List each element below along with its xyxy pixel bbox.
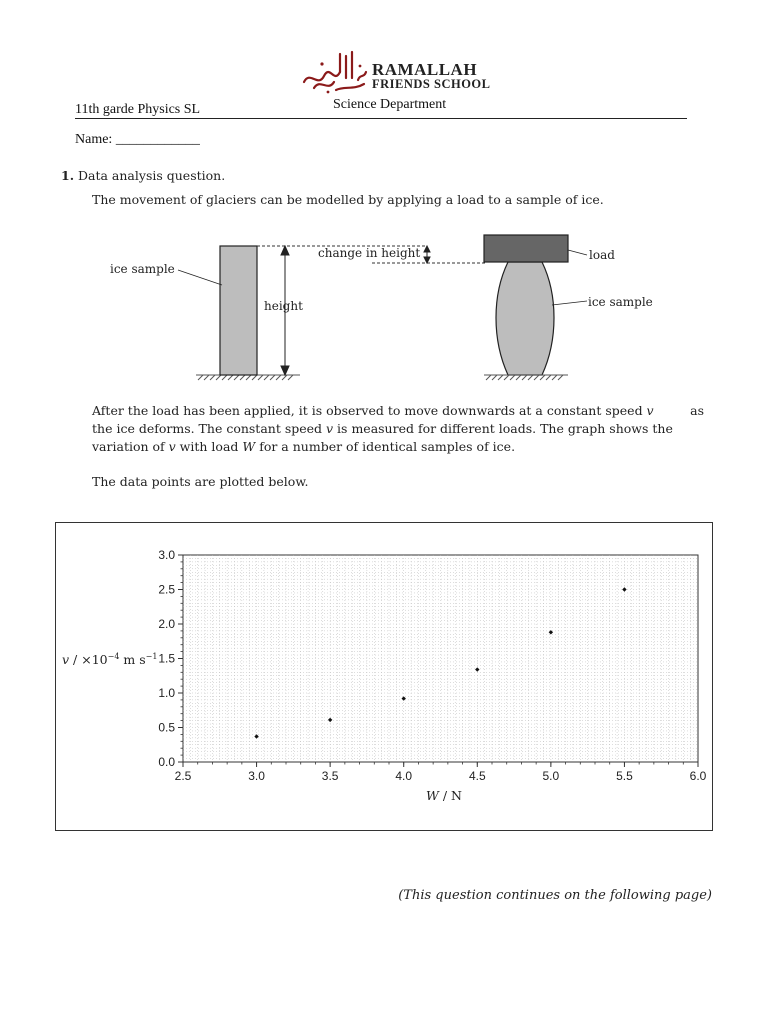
paragraph-line-1 — [92, 402, 704, 420]
var-v: v — [646, 403, 654, 418]
school-name-line2: FRIENDS SCHOOL — [372, 77, 491, 91]
x-tick-label: 5.0 — [542, 769, 560, 783]
question-paragraph — [92, 402, 704, 456]
label-ice-sample-right: ice sample — [588, 295, 653, 309]
y-tick-label: 3.0 — [158, 548, 175, 562]
school-logo — [300, 48, 500, 98]
header-rule — [75, 118, 687, 119]
left-ground — [196, 375, 300, 380]
question-intro: The movement of glaciers can be modelled by applying a load to a sample of ice. — [92, 192, 604, 207]
paragraph-line-3: variation of v with load W for a number of identical samples of ice. — [92, 439, 516, 454]
y-axis-label: $v / \times 10^{-4}$ m $s^{-1}$ — [62, 652, 158, 668]
label-ice-sample-left: ice sample — [110, 262, 175, 276]
y-tick-label: 0.5 — [158, 720, 175, 735]
question-title: Data analysis question. — [78, 168, 226, 183]
y-tick-label: 1.0 — [158, 686, 175, 700]
chart-plot-area — [183, 555, 698, 762]
paragraph-line-2: the ice deforms. The constant speed v is measured for different loads. The graph shows the — [92, 421, 673, 436]
y-tick-label: 1.5 — [158, 651, 175, 666]
para-line1-text: After the load has been applied, it is observed to move downwards at a constant speed v — [92, 403, 654, 418]
right-ground — [484, 375, 568, 380]
x-tick-label: 5.5 — [616, 769, 633, 783]
x-tick-label: 3.5 — [321, 769, 339, 783]
y-tick-label: 2.0 — [158, 617, 175, 631]
school-emblem-icon — [300, 48, 370, 94]
speed-load-chart — [0, 530, 768, 850]
var-v: v — [326, 421, 334, 436]
department-title: Science Department — [333, 97, 447, 112]
ice-sample-deformed — [496, 262, 554, 375]
y-tick-label: 2.5 — [158, 582, 175, 597]
label-load: load — [589, 248, 615, 262]
school-name-line1: RAMALLAH — [372, 60, 478, 79]
change-in-height-arrow — [424, 246, 430, 263]
question-number: 1. — [61, 168, 75, 183]
label-change-in-height: change in height — [318, 246, 421, 260]
x-tick-label: 6.0 — [689, 769, 707, 783]
para-line1-end: as — [690, 403, 704, 418]
continues-note: (This question continues on the following page) — [398, 888, 712, 903]
var-v: v — [168, 439, 176, 454]
x-tick-label: 3.0 — [248, 769, 265, 783]
data-intro: The data points are plotted below. — [92, 474, 309, 489]
x-axis-label: W / N — [426, 788, 462, 803]
name-field: Name: ____________ — [75, 132, 200, 147]
x-tick-label: 4.0 — [395, 769, 413, 783]
x-tick-label: 2.5 — [174, 769, 192, 783]
y-tick-label: 0.0 — [158, 755, 175, 769]
var-w: W — [242, 439, 256, 454]
ice-sample-rectangle — [220, 246, 257, 375]
course-title: 11th garde Physics SL — [75, 102, 201, 117]
load-block — [484, 235, 568, 262]
x-tick-label: 4.5 — [468, 769, 486, 783]
label-height: height — [264, 299, 303, 313]
